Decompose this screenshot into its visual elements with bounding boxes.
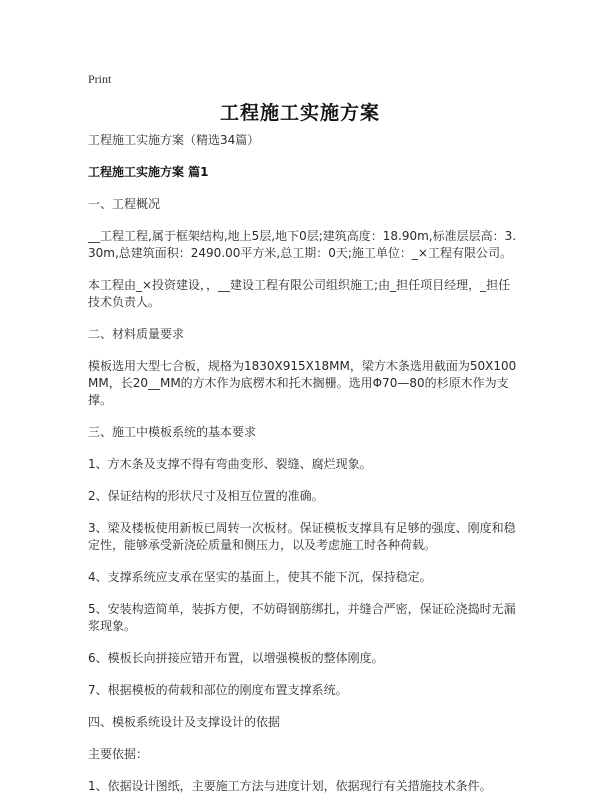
list-item: 1、依据设计图纸，主要施工方法与进度计划，依据现行有关措施技术条件。 [88,779,492,793]
paragraph: 主要依据： [88,747,149,761]
paragraph: 本工程由_×投资建设，，__建设工程有限公司组织施工;由_担任项目经理，_担任技术负责人。 [88,278,511,309]
doc-subtitle: 工程施工实施方案（精选34篇） [88,133,260,147]
document-title: 工程施工实施方案 [219,102,380,124]
subheading-overview: 一、工程概况 [88,197,161,211]
subheading-materials: 二、材料质量要求 [88,327,185,341]
list-item: 6、模板长向拼接应错开布置，以增强模板的整体刚度。 [88,651,384,665]
section-heading: 工程施工实施方案 篇1 [88,165,209,179]
list-item: 2、保证结构的形状尺寸及相互位置的准确。 [88,489,324,503]
list-item: 3、梁及楼板使用新板已周转一次板材。保证模板支撑具有足够的强度、刚度和稳定性，能够承受新浇砼质量和侧压力，以及考虑施工时各种荷载。 [88,521,516,552]
list-item: 4、支撑系统应支承在坚实的基面上，使其不能下沉，保持稳定。 [88,570,432,584]
print-label: Print [88,72,112,86]
paragraph: __工程工程,属于框架结构,地上5层,地下0层;建筑高度：18.90m,标准层层高：3.30m,总建筑面积：2490.00平方米,总工期：0天;施工单位：_×工程有限公司。 [88,229,517,260]
list-item: 5、安装构造简单，装拆方便，不妨碍钢筋绑扎，并缝合严密，保证砼浇捣时无漏浆现象。 [88,602,516,633]
paragraph: 模板选用大型七合板，规格为1830X915X18MM，梁方木条选用截面为50X100MM，长20__MM的方木作为底楞木和托木搁栅。选用Φ70—80的杉原木作为支撑。 [88,359,517,407]
list-item: 7、根据模板的荷载和部位的刚度布置支撑系统。 [88,683,348,697]
subheading-design-basis: 四、模板系统设计及支撑设计的依据 [88,715,281,729]
document-body [88,132,518,810]
subheading-requirements: 三、施工中模板系统的基本要求 [88,425,257,439]
list-item: 1、方木条及支撑不得有弯曲变形、裂缝、腐烂现象。 [88,457,372,471]
